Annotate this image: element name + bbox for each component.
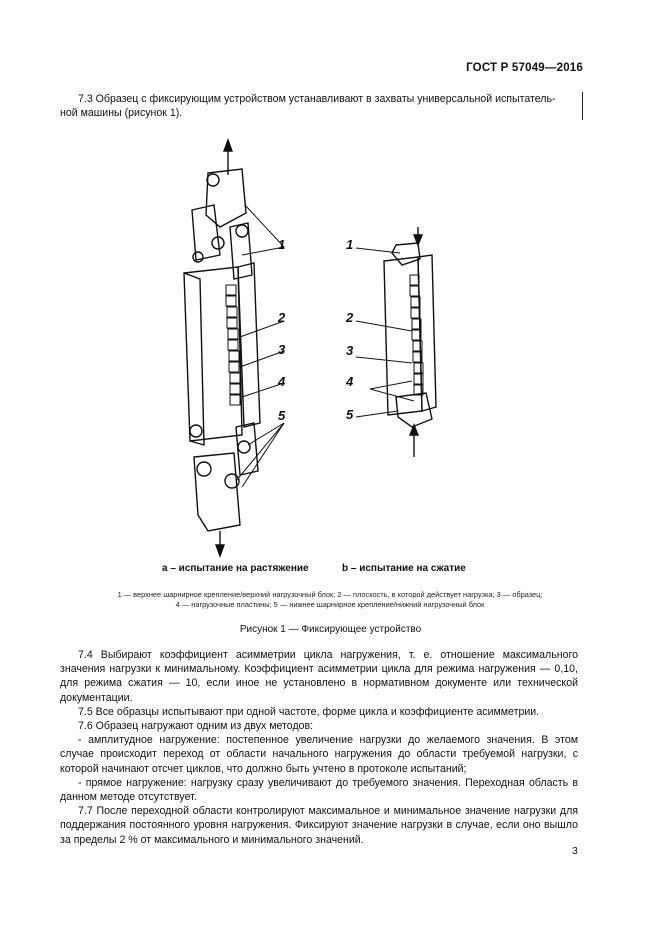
upper-compression-block <box>392 243 420 265</box>
fixture-drawing <box>150 135 470 565</box>
paragraph-7-5: 7.5 Все образцы испытывают при одной частоте, форме цикла и коэффициенте асимметрии. <box>78 705 540 718</box>
body-text <box>60 648 578 847</box>
paragraph-7-6-a: - амплитудное нагружение: постепенное увеличение нагрузки до желаемого значения. В этом случае происходит переход от области начального нагружения до области требуемой нагрузки, с которой начинают отсчет циклов, что должно быть учтено в протоколе испытаний; <box>60 734 578 775</box>
callout-b-5: 5 <box>346 407 354 422</box>
compression-plate <box>384 257 422 415</box>
lower-pin <box>197 462 211 476</box>
arrowhead-down <box>216 545 224 556</box>
upper-pin <box>207 174 219 186</box>
paragraph-7-7: 7.7 После переходной области контролируют максимальное и минимальное значение нагрузки для поддержания постоянного уровня нагружения. Фиксируют значение нагрузки в случае, если оно вышло за пределы 2 % от максимального и минимального значений. <box>60 805 578 846</box>
intro-line-1: 7.3 Образец с фиксирующим устройством устанавливают в захваты универсальной испытатель- <box>78 93 556 105</box>
paragraph-7-6-b: - прямое нагружение: нагрузку сразу увеличивают до требуемого значения. Переходная область в данном методе отсутствует. <box>60 776 578 804</box>
intro-line-2: ной машины (рисунок 1). <box>60 107 183 120</box>
callout-a-5: 5 <box>278 408 286 423</box>
callout-a-4: 4 <box>278 374 286 389</box>
paragraph-7-4: 7.4 Выбирают коэффициент асимметрии цикла нагружения, т. е. отношение максимального значения нагрузки к минимальному. Коэффициент асимметрии цикла для режима нагружения — 0,10, для режима сжатия — 10, если иное не установлено в нормативном документе или технической документации. <box>60 649 578 704</box>
figure-caption: Рисунок 1 — Фиксирующее устройство <box>239 624 422 635</box>
callout-a-2: 2 <box>278 310 286 325</box>
callout-a-3: 3 <box>278 342 286 357</box>
standard-number: ГОСТ Р 57049—2016 <box>466 62 583 74</box>
callout-a-1: 1 <box>278 237 286 252</box>
subcaption-b: b – испытание на сжатие <box>342 563 466 574</box>
arrowhead-up <box>224 140 232 151</box>
paragraph-7-6: 7.6 Образец нагружают одним из двух методов: <box>78 720 314 733</box>
upper-block-pin <box>236 225 248 237</box>
callout-b-2: 2 <box>346 310 354 325</box>
lower-nut <box>190 425 202 437</box>
figure-legend <box>60 590 600 610</box>
legend-line-1: 1 — верхнее шарнирное крепление/верхний нагрузочный блок; 2 — плоскость, в которой действует нагрузка; 3 — образец; <box>117 590 543 599</box>
upper-loading-block <box>230 223 252 279</box>
upper-clevis <box>206 169 246 227</box>
figure-1 <box>150 135 470 565</box>
page-number: 3 <box>572 845 578 857</box>
revision-bar <box>582 92 583 120</box>
callout-b-4: 4 <box>346 374 354 389</box>
subcaption-a: а – испытание на растяжение <box>162 563 309 574</box>
callout-b-1: 1 <box>346 237 354 252</box>
intro-paragraph <box>60 92 578 120</box>
legend-line-2: 4 — нагрузочные пластины; 5 — нижнее шарнирное крепление/нижний нагрузочный блок <box>175 600 485 609</box>
lower-clevis <box>194 453 240 531</box>
upper-nut <box>193 252 203 262</box>
specimen-plate <box>184 267 242 441</box>
lower-block-pin <box>238 441 250 453</box>
callout-b-3: 3 <box>346 343 354 358</box>
